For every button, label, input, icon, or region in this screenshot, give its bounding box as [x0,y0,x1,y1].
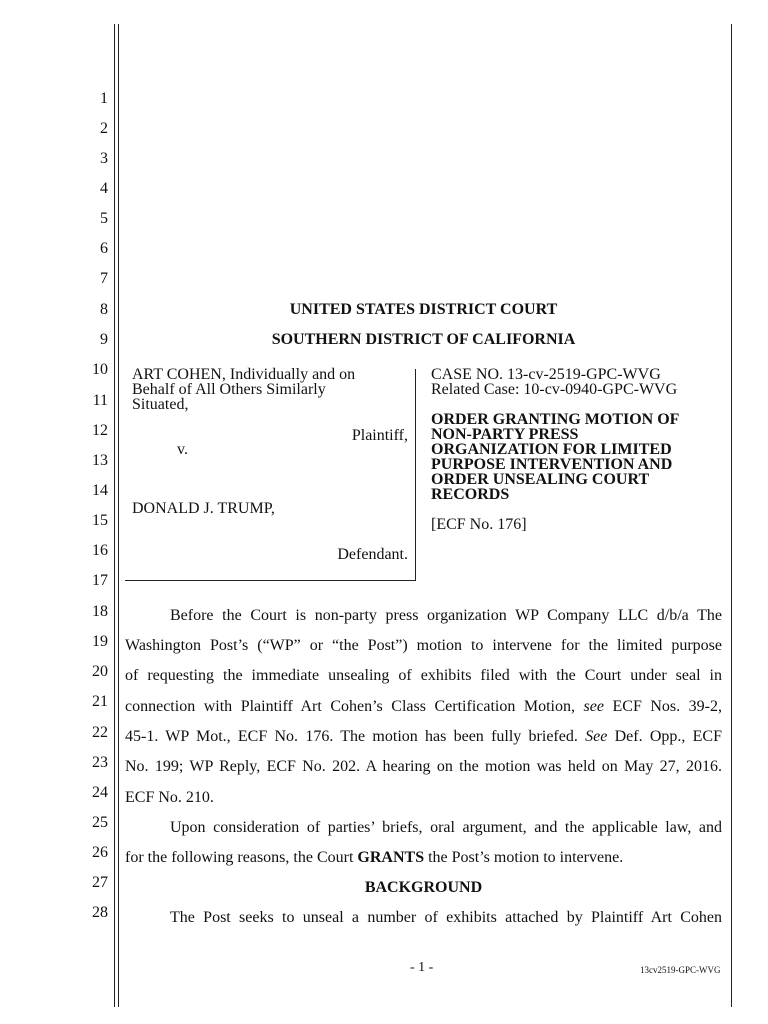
footer-case-number: 13cv2519-GPC-WVG [640,965,721,975]
line-number: 28 [92,904,108,921]
line-number: 14 [92,482,108,499]
ecf-reference: [ECF No. 176] [431,516,527,533]
plaintiff-role: Plaintiff, [351,427,408,444]
plaintiff-name: Behalf of All Others Similarly [132,381,326,398]
line-number: 11 [92,392,108,409]
left-margin-rule-outer [114,24,115,1007]
line-number: 23 [92,754,108,771]
citation-signal: See [585,728,608,745]
line-number: 8 [100,301,108,318]
order-title: NON-PARTY PRESS [431,426,579,443]
court-name: UNITED STATES DISTRICT COURT [289,301,558,318]
text-run: ECF Nos. 39-2, [603,698,723,715]
defendant-role: Defendant. [337,546,408,563]
plaintiff-name: ART COHEN, Individually and on [132,366,356,383]
line-number: 10 [92,361,108,378]
body-line [125,727,722,747]
line-number: 17 [92,572,108,589]
text-run: connection with Plaintiff Art Cohen’s Class Certification Motion, [125,698,584,715]
body-line: Upon consideration of parties’ briefs, oral argument, and the applicable law, and [170,819,722,836]
line-number: 12 [92,422,108,439]
court-district: SOUTHERN DISTRICT OF CALIFORNIA [271,331,576,348]
right-margin-rule [731,24,732,1007]
case-number: CASE NO. 13-cv-2519-GPC-WVG [431,366,661,383]
line-number: 27 [92,874,108,891]
text-run: the Post’s motion to intervene. [424,849,624,866]
body-line: The Post seeks to unseal a number of exhibits attached by Plaintiff Art Cohen [170,909,722,926]
line-number: 6 [100,240,108,257]
line-number: 7 [100,270,108,287]
line-number: 20 [92,663,108,680]
line-number: 15 [92,512,108,529]
line-number: 26 [92,844,108,861]
order-title: PURPOSE INTERVENTION AND [431,456,673,473]
line-number: 9 [100,331,108,348]
page-number: - 1 - [410,960,434,975]
body-line: of requesting the immediate unsealing of exhibits filed with the Court under seal in [125,667,722,684]
line-number: 24 [92,784,108,801]
line-number: 16 [92,542,108,559]
caption-bottom-rule [125,580,416,581]
line-number: 19 [92,633,108,650]
line-number: 21 [92,693,108,710]
line-number: 5 [100,210,108,227]
order-title: ORDER UNSEALING COURT [431,471,650,488]
text-run: 45-1. WP Mot., ECF No. 176. The motion has been fully briefed. [125,728,586,745]
line-number: 18 [92,603,108,620]
line-number: 4 [100,180,108,197]
plaintiff-name: Situated, [132,396,189,413]
order-title: ORDER GRANTING MOTION OF [431,411,680,428]
body-line [125,848,722,868]
body-line: Before the Court is non-party press organization WP Company LLC d/b/a The [170,607,722,624]
ruling-word: GRANTS [357,849,425,866]
caption-vertical-rule [415,369,416,581]
order-title: ORGANIZATION FOR LIMITED [431,441,672,458]
section-heading: BACKGROUND [364,879,483,896]
line-number: 22 [92,724,108,741]
body-line [125,697,722,717]
line-number: 2 [100,120,108,137]
defendant-name: DONALD J. TRUMP, [132,500,275,517]
citation-signal: see [583,698,604,715]
body-line: ECF No. 210. [125,789,214,806]
text-run: Def. Opp., ECF [607,728,722,745]
body-line: No. 199; WP Reply, ECF No. 202. A hearing on the motion was held on May 27, 2016. [125,758,722,775]
order-title: RECORDS [431,486,510,503]
body-line: Washington Post’s (“WP” or “the Post”) motion to intervene for the limited purpose [125,637,722,654]
line-number: 25 [92,814,108,831]
left-margin-rule-inner [118,24,119,1007]
line-number: 3 [100,150,108,167]
versus: v. [177,441,188,458]
related-case: Related Case: 10-cv-0940-GPC-WVG [431,381,678,398]
line-number: 1 [100,90,108,107]
line-number: 13 [92,452,108,469]
text-run: for the following reasons, the Court [125,849,358,866]
